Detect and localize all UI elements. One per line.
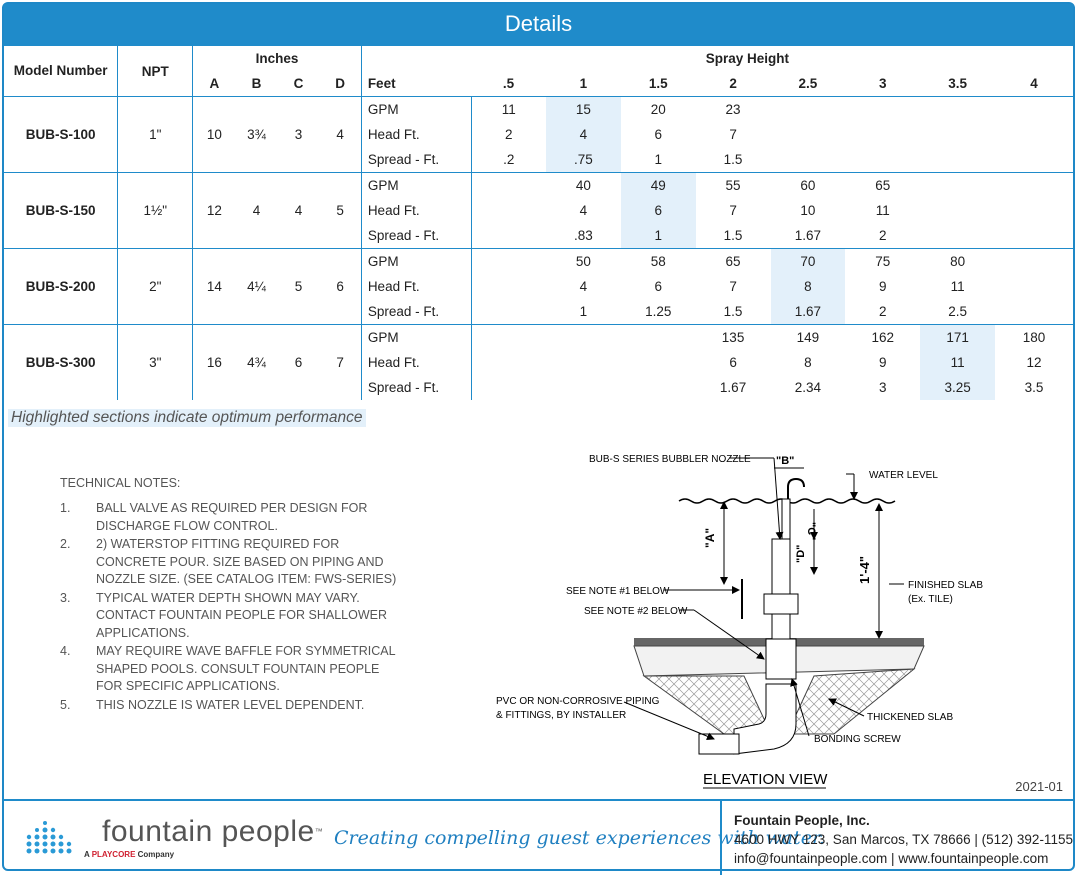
- dim-value: 4¼: [236, 249, 278, 325]
- table-cell: 1: [579, 304, 588, 319]
- inches-header: Inches: [193, 46, 362, 71]
- table-cell: 162: [845, 325, 920, 351]
- table-cell: 1.5: [723, 304, 743, 319]
- dim-value: 14: [193, 249, 236, 325]
- table-cell: 1.25: [645, 304, 672, 319]
- table-cell: [845, 97, 920, 123]
- table-cell: 8: [804, 355, 812, 370]
- table-cell: 6: [654, 279, 662, 294]
- note2-label: SEE NOTE #2 BELOW: [584, 606, 688, 617]
- table-cell: [995, 147, 1073, 173]
- height-header: 3: [879, 76, 887, 91]
- table-cell: [845, 147, 920, 173]
- table-cell: 2: [879, 228, 887, 243]
- table-cell: 58: [621, 249, 696, 275]
- dim-value: 4: [236, 173, 278, 249]
- note-number: 1.: [60, 501, 71, 515]
- dim-value: 10: [193, 97, 236, 173]
- table-cell: 49: [621, 173, 696, 199]
- note-item: [60, 697, 400, 715]
- table-cell: 55: [696, 173, 771, 199]
- table-cell: [471, 375, 546, 400]
- table-cell: [546, 350, 621, 375]
- spec-table: [4, 46, 1073, 400]
- table-cell: 10: [800, 203, 816, 218]
- table-cell: [995, 249, 1073, 275]
- table-cell: [471, 223, 546, 249]
- row-label: Spread - Ft.: [361, 147, 471, 173]
- row-label: Head Ft.: [361, 350, 471, 375]
- note-number: 5.: [60, 697, 71, 712]
- table-cell: 6: [654, 127, 662, 142]
- table-row: [4, 173, 1073, 199]
- note-number: 3.: [60, 590, 71, 605]
- table-cell: .75: [546, 147, 621, 173]
- height-header: 1: [579, 76, 588, 91]
- height-header: 2: [729, 76, 737, 91]
- revision: 2021-01: [1015, 779, 1063, 794]
- table-cell: 2: [879, 304, 887, 319]
- note1-label: SEE NOTE #1 BELOW: [566, 586, 670, 597]
- table-cell: 80: [920, 249, 995, 275]
- technical-notes-heading: TECHNICAL NOTES:: [60, 476, 181, 490]
- header-row: [4, 46, 1073, 71]
- dim-value: 5: [278, 249, 320, 325]
- table-cell: [995, 223, 1073, 249]
- table-cell: 40: [546, 173, 621, 199]
- table-cell: [471, 173, 546, 199]
- table-cell: 1: [654, 152, 662, 167]
- water-level-label: WATER LEVEL: [869, 470, 938, 481]
- d-dimension: "D": [795, 544, 807, 563]
- table-cell: 6: [621, 198, 696, 223]
- table-cell: .2: [471, 147, 546, 173]
- table-cell: [471, 299, 546, 325]
- table-cell: [471, 274, 546, 299]
- table-row: [4, 249, 1073, 275]
- brand-name: fountain people™: [102, 815, 324, 848]
- table-cell: [471, 325, 546, 351]
- table-cell: [920, 97, 995, 123]
- table-cell: [471, 249, 546, 275]
- npt-header: NPT: [118, 46, 193, 97]
- table-cell: 3: [879, 380, 887, 395]
- table-cell: 50: [546, 249, 621, 275]
- row-label: Spread - Ft.: [361, 299, 471, 325]
- dim-value: 6: [278, 325, 320, 401]
- table-cell: 23: [696, 97, 771, 123]
- npt-value: 1": [118, 97, 193, 173]
- spray-height-header: Spray Height: [361, 46, 1073, 71]
- note-number: 2.: [60, 537, 71, 551]
- contact-block: [720, 801, 1077, 875]
- b-dimension: "B": [776, 455, 795, 467]
- dim-header: B: [251, 76, 262, 91]
- note-number: 4.: [60, 644, 71, 658]
- dim-header: C: [293, 76, 304, 91]
- table-cell: 20: [621, 97, 696, 123]
- table-cell: [771, 122, 846, 147]
- c-dimension: "C": [805, 522, 817, 541]
- elevation-drawing: [474, 444, 984, 794]
- table-cell: [920, 147, 995, 173]
- table-cell: 11: [471, 97, 546, 123]
- table-cell: 60: [771, 173, 846, 199]
- footer: [4, 799, 1073, 875]
- table-cell: [546, 325, 621, 351]
- table-cell: 15: [546, 97, 621, 123]
- dim-value: 4: [278, 173, 320, 249]
- thickened-slab-label: THICKENED SLAB: [867, 712, 954, 723]
- note-text: THIS NOZZLE IS WATER LEVEL DEPENDENT.: [96, 697, 365, 712]
- row-label: Head Ft.: [361, 274, 471, 299]
- table-cell: 8: [771, 274, 846, 299]
- row-label: Spread - Ft.: [361, 375, 471, 400]
- finished-slab-label: FINISHED SLAB: [908, 580, 984, 591]
- row-label: GPM: [361, 249, 471, 275]
- model-number: BUB-S-200: [4, 249, 118, 325]
- table-cell: 11: [875, 203, 890, 218]
- dim-value: 12: [193, 173, 236, 249]
- table-cell: 11: [950, 279, 965, 294]
- dim-header: A: [193, 71, 236, 97]
- model-number: BUB-S-300: [4, 325, 118, 401]
- table-cell: [621, 325, 696, 351]
- table-cell: 1.67: [771, 299, 846, 325]
- table-cell: 4: [546, 122, 621, 147]
- table-cell: 171: [920, 325, 995, 351]
- dim-value: 3: [278, 97, 320, 173]
- dim-value: 5: [319, 173, 361, 249]
- model-header: Model Number: [13, 63, 108, 78]
- table-cell: [995, 97, 1073, 123]
- address-line: 4600 HWY 123, San Marcos, TX 78666 | (512) 392-1155: [734, 832, 1073, 847]
- table-cell: 1.67: [794, 228, 822, 243]
- table-cell: 149: [771, 325, 846, 351]
- table-cell: 65: [696, 249, 771, 275]
- table-cell: [771, 147, 846, 173]
- row-label: GPM: [361, 173, 471, 199]
- table-cell: 7: [729, 279, 737, 294]
- table-cell: 4: [579, 203, 588, 218]
- row-label: Head Ft.: [361, 198, 471, 223]
- npt-value: 1½": [118, 173, 193, 249]
- technical-notes: [60, 476, 400, 715]
- table-cell: 9: [879, 355, 887, 370]
- table-cell: [920, 173, 995, 199]
- npt-value: 3": [118, 325, 193, 401]
- table-row: [4, 325, 1073, 351]
- piping-sub: & FITTINGS, BY INSTALLER: [496, 710, 627, 721]
- details-sheet: [2, 2, 1075, 871]
- npt-value: 2": [118, 249, 193, 325]
- table-cell: 70: [771, 249, 846, 275]
- table-cell: 180: [995, 325, 1073, 351]
- table-row: [4, 97, 1073, 123]
- model-number: BUB-S-150: [4, 173, 118, 249]
- feet-header: Feet: [361, 71, 471, 97]
- table-cell: 75: [845, 249, 920, 275]
- row-label: GPM: [361, 97, 471, 123]
- dim-value: 4¾: [236, 325, 278, 401]
- table-cell: 11: [920, 350, 995, 375]
- tagline: Creating compelling guest experiences with water.: [334, 827, 826, 849]
- note-text: BALL VALVE AS REQUIRED PER DESIGN FOR DISCHARGE FLOW CONTROL.: [96, 501, 368, 533]
- a-dimension: "A": [703, 527, 717, 548]
- table-cell: 2: [471, 122, 546, 147]
- table-cell: 1.67: [719, 380, 747, 395]
- table-cell: 1.5: [723, 228, 743, 243]
- table-cell: [920, 198, 995, 223]
- page-title: Details: [4, 4, 1073, 46]
- table-cell: 12: [1026, 355, 1042, 370]
- table-cell: [621, 350, 696, 375]
- table-cell: [995, 299, 1073, 325]
- table-cell: [471, 350, 546, 375]
- row-label: Spread - Ft.: [361, 223, 471, 249]
- note-item: [60, 590, 400, 643]
- height-header: 2.5: [798, 76, 818, 91]
- note-item: [60, 536, 400, 589]
- table-cell: [995, 198, 1073, 223]
- table-cell: 3.5: [1024, 380, 1044, 395]
- table-cell: [621, 375, 696, 400]
- note-text: TYPICAL WATER DEPTH SHOWN MAY VARY. CONTACT FOUNTAIN PEOPLE FOR SHALLOWER APPLICATIONS.: [96, 590, 388, 640]
- table-cell: [471, 198, 546, 223]
- table-cell: 65: [845, 173, 920, 199]
- table-cell: 3.25: [920, 375, 995, 400]
- dim-header: D: [335, 76, 345, 91]
- company-name: Fountain People, Inc.: [734, 813, 870, 828]
- dim-value: 7: [319, 325, 361, 401]
- table-cell: [995, 173, 1073, 199]
- dim-value: 4: [319, 97, 361, 173]
- height-header: 3.5: [948, 76, 968, 91]
- dim-value: 16: [193, 325, 236, 401]
- table-cell: 135: [696, 325, 771, 351]
- nozzle-body: [772, 539, 790, 639]
- table-cell: 9: [879, 279, 887, 294]
- table-cell: 4: [579, 279, 588, 294]
- brand-sub: A PLAYCORE Company: [84, 850, 175, 859]
- note-item: [60, 500, 400, 535]
- view-title: ELEVATION VIEW: [703, 771, 828, 788]
- note-text: 2) WATERSTOP FITTING REQUIRED FOR CONCRETE POUR. SIZE BASED ON PIPING AND NOZZLE SIZE. (SEE CATALOG ITEM: FWS-SERIES): [96, 537, 397, 586]
- nozzle-label: BUB-S SERIES BUBBLER NOZZLE: [589, 454, 751, 465]
- table-cell: 2.5: [948, 304, 968, 319]
- height-dimension: 1'-4": [857, 555, 872, 584]
- table-cell: [920, 122, 995, 147]
- row-label: GPM: [361, 325, 471, 351]
- bonding-screw-label: BONDING SCREW: [814, 734, 901, 745]
- table-cell: [546, 375, 621, 400]
- table-cell: 1: [621, 223, 696, 249]
- model-number: BUB-S-100: [4, 97, 118, 173]
- table-cell: [920, 223, 995, 249]
- finished-slab-sub: (Ex. TILE): [908, 594, 953, 605]
- table-cell: 1.5: [723, 152, 743, 167]
- height-header: .5: [502, 76, 515, 91]
- dim-value: 3¾: [236, 97, 278, 173]
- highlight-note: Highlighted sections indicate optimum performance: [8, 409, 366, 427]
- table-cell: 2.34: [794, 380, 822, 395]
- row-label: Head Ft.: [361, 122, 471, 147]
- table-cell: [845, 122, 920, 147]
- table-cell: [995, 122, 1073, 147]
- note-item: [60, 643, 400, 696]
- table-cell: [771, 97, 846, 123]
- dim-value: 6: [319, 249, 361, 325]
- table-cell: [995, 274, 1073, 299]
- web-line: info@fountainpeople.com | www.fountainpeople.com: [734, 851, 1049, 866]
- height-header: 1.5: [648, 76, 668, 91]
- note-text: MAY REQUIRE WAVE BAFFLE FOR SYMMETRICAL SHAPED POOLS. CONSULT FOUNTAIN PEOPLE FOR SPECIFIC APPLICATIONS.: [96, 644, 396, 693]
- table-cell: 7: [729, 127, 737, 142]
- table-cell: 6: [729, 355, 737, 370]
- piping-label: PVC OR NON-CORROSIVE PIPING: [496, 696, 660, 707]
- height-header: 4: [1030, 76, 1038, 91]
- table-cell: 7: [729, 203, 737, 218]
- table-cell: .83: [573, 228, 593, 243]
